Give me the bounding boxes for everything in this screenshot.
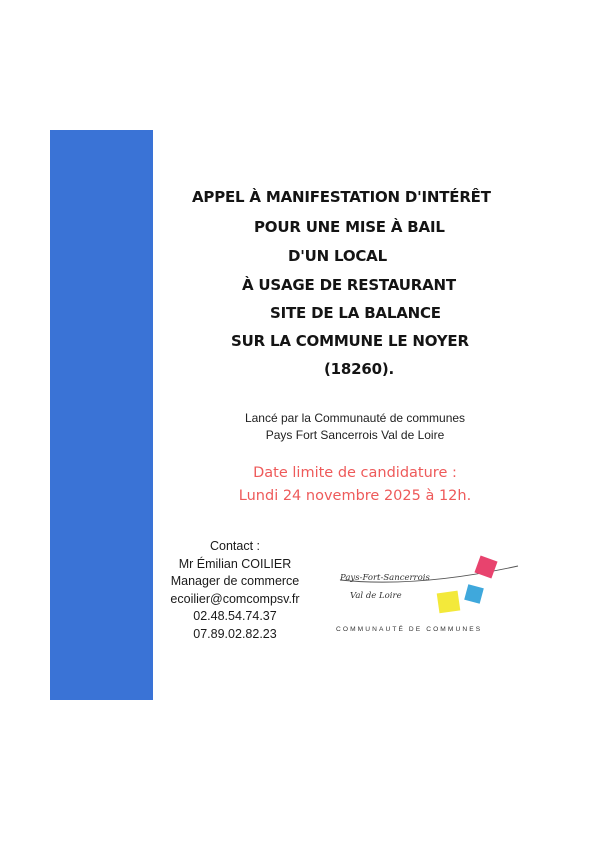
logo-wordmark-line: Pays-Fort-Sancerrois [340, 573, 430, 583]
title-line: D'UN LOCAL [288, 247, 387, 265]
title-line: SITE DE LA BALANCE [270, 304, 441, 322]
decorative-blue-band [50, 130, 153, 700]
title-line: SUR LA COMMUNE LE NOYER [231, 332, 469, 350]
title-line: POUR UNE MISE À BAIL [254, 218, 445, 236]
logo-wordmark-line: Val de Loire [350, 591, 402, 601]
title-line: APPEL À MANIFESTATION D'INTÉRÊT [192, 188, 491, 206]
deadline-label: Date limite de candidature : [253, 465, 457, 481]
title-line: À USAGE DE RESTAURANT [242, 276, 456, 294]
logo-subtitle: COMMUNAUTÉ DE COMMUNES [336, 626, 483, 633]
contact-role: Manager de commerce [170, 574, 300, 589]
contact-heading: Contact : [209, 539, 261, 553]
community-logo [328, 552, 533, 642]
issuer-line: Lancé par la Communauté de communes [244, 411, 466, 425]
logo-yellow-square [437, 591, 461, 614]
application-deadline [190, 462, 520, 508]
contact-phone[interactable]: 07.89.02.82.23 [193, 626, 277, 641]
deadline-date: Lundi 24 novembre 2025 à 12h. [238, 488, 472, 504]
title-line: (18260). [324, 360, 394, 378]
issuer-line: Pays Fort Sancerrois Val de Loire [265, 428, 445, 442]
logo-pink-square [474, 555, 497, 578]
contact-name: Mr Émilian COILIER [178, 556, 292, 571]
contact-block [155, 538, 315, 644]
contact-email[interactable]: ecoilier@comcompsv.fr [170, 591, 300, 606]
contact-phone[interactable]: 02.48.54.74.37 [193, 609, 277, 624]
logo-blue-square [464, 584, 484, 604]
issuer-statement [190, 410, 520, 444]
